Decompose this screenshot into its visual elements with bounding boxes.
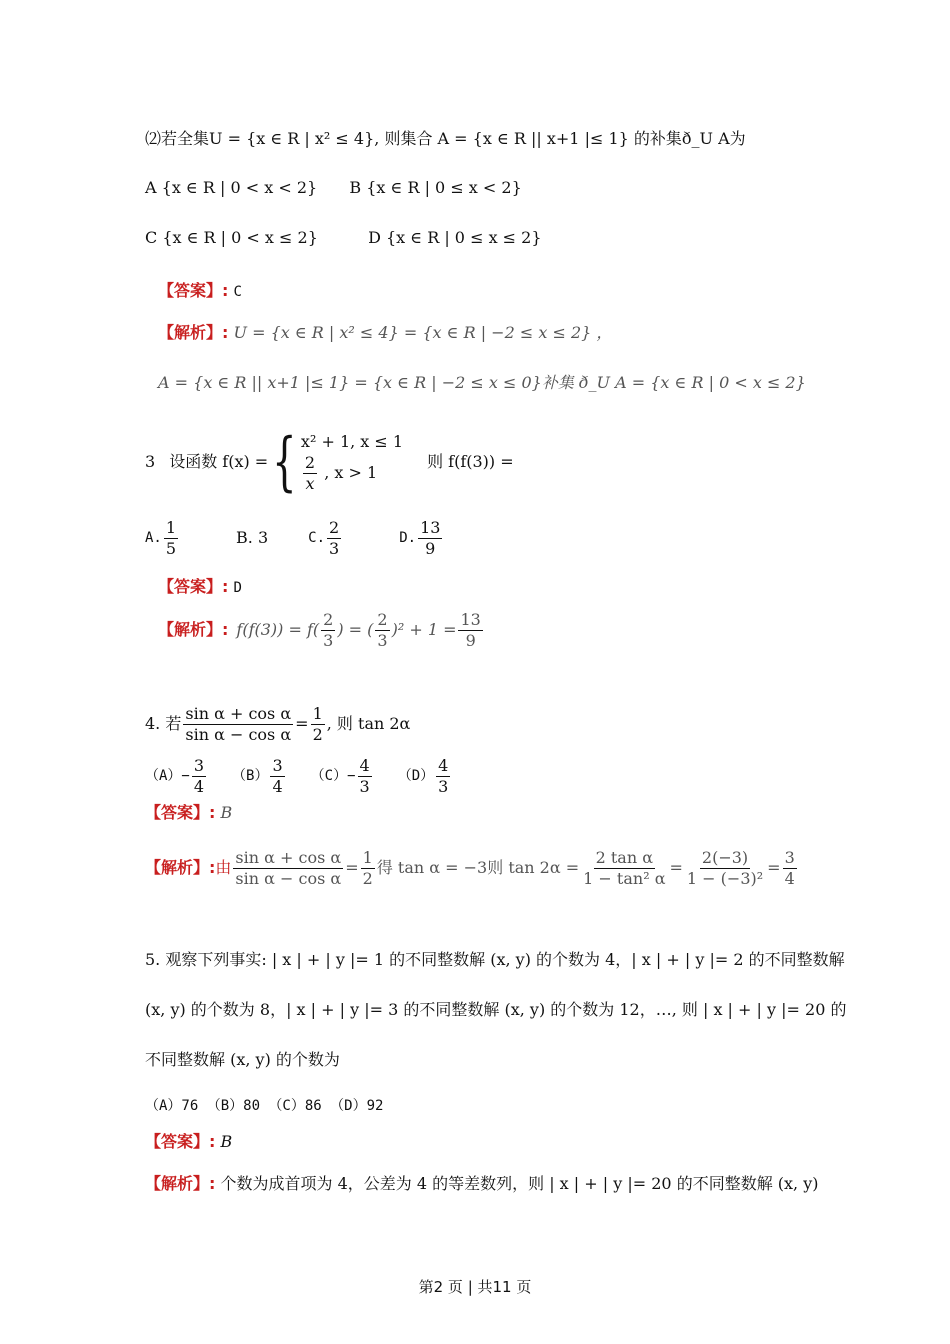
q2-option-b: B {x ∈ R | 0 ≤ x < 2} bbox=[349, 178, 522, 197]
fraction-denominator: 9 bbox=[425, 538, 436, 558]
q2-answer bbox=[158, 280, 242, 303]
brace-symbol: { bbox=[272, 425, 297, 499]
q4-stem bbox=[145, 700, 410, 748]
q3-number: 3 bbox=[145, 452, 156, 471]
fraction-denominator: 3 bbox=[359, 776, 370, 796]
fraction-numerator: 3 bbox=[272, 755, 283, 775]
fraction-numerator: 4 bbox=[438, 755, 449, 775]
q5-options: （A）76 （B）80 （C）86 （D）92 bbox=[145, 1098, 384, 1114]
q5-line-1: 5. 观察下列事实: | x | + | y |= 1 的不同整数解 (x, y) 的个数为 4，| x | + | y |= 2 的不同整数解 bbox=[145, 950, 845, 969]
analysis-part-a: f(f(3)) = f( bbox=[236, 620, 320, 639]
case-2-fraction bbox=[303, 453, 317, 494]
answer-value: C bbox=[233, 284, 242, 300]
fraction-numerator: 1 bbox=[165, 517, 177, 537]
answer-label: 【答案】: bbox=[158, 577, 229, 596]
analysis-label: 【解析】: bbox=[158, 620, 229, 639]
fraction-denominator: 4 bbox=[272, 776, 283, 796]
analysis-fraction-2 bbox=[375, 610, 389, 651]
option-c-fraction bbox=[358, 756, 372, 797]
option-c-label: C. bbox=[308, 530, 326, 546]
fraction-numerator: 3 bbox=[784, 847, 795, 867]
fraction-denominator: 3 bbox=[438, 776, 449, 796]
q5-line-3: 不同整数解 (x, y) 的个数为 bbox=[145, 1050, 340, 1069]
fraction-denominator: sin α − cos α bbox=[235, 868, 342, 888]
q5-line-2: (x, y) 的个数为 8，| x | + | y |= 3 的不同整数解 (x, y) 的个数为 12，…, 则 | x | + | y |= 20 的 bbox=[145, 1000, 847, 1019]
analysis-label: 【解析】: bbox=[145, 858, 216, 877]
answer-label: 【答案】: bbox=[145, 1132, 216, 1151]
fraction-numerator: 3 bbox=[193, 755, 205, 775]
q2-option-d: D {x ∈ R | 0 ≤ x ≤ 2} bbox=[368, 228, 542, 247]
analysis-text: U = {x ∈ R | x² ≤ 4} = {x ∈ R | −2 ≤ x ≤ 2} ， bbox=[233, 323, 613, 342]
q3-answer bbox=[158, 576, 242, 599]
analysis-fraction-2 bbox=[361, 848, 375, 889]
fraction-numerator: 13 bbox=[420, 517, 441, 537]
fraction-denominator: 3 bbox=[329, 538, 340, 558]
equals-sign: = bbox=[345, 858, 359, 877]
option-d-label: D. bbox=[399, 530, 417, 546]
option-d-fraction bbox=[436, 756, 450, 797]
q3-options bbox=[145, 514, 444, 562]
case-2 bbox=[301, 453, 403, 494]
fraction-denominator: 4 bbox=[193, 776, 205, 796]
q4-options bbox=[145, 752, 452, 800]
analysis-middle: 得 tan α = −3则 tan 2α = bbox=[376, 858, 580, 877]
fraction-denominator: x bbox=[305, 473, 315, 493]
q2-analysis bbox=[158, 322, 612, 344]
option-b-label: （B） bbox=[232, 768, 269, 784]
fraction-denominator: 1 − (−3)² bbox=[686, 868, 764, 888]
q4-ask: , 则 tan 2α bbox=[326, 714, 411, 733]
option-c-fraction bbox=[327, 518, 341, 559]
q5-answer bbox=[145, 1131, 232, 1153]
q2-option-a: A {x ∈ R | 0 < x < 2} bbox=[145, 178, 318, 197]
fraction-numerator: 2 tan α bbox=[595, 847, 654, 867]
answer-value: D bbox=[233, 580, 242, 596]
fraction-numerator: 4 bbox=[359, 755, 370, 775]
equals-sign: = bbox=[669, 858, 683, 877]
analysis-part-b: ) = ( bbox=[337, 620, 374, 639]
fraction-denominator: 3 bbox=[323, 630, 334, 650]
analysis-fraction-1 bbox=[233, 848, 343, 889]
option-b-fraction bbox=[270, 756, 284, 797]
fraction-numerator: 2 bbox=[304, 452, 316, 472]
analysis-result bbox=[458, 610, 482, 651]
option-a-label: A. bbox=[145, 530, 162, 546]
q3-ask: 则 f(f(3)) = bbox=[427, 452, 514, 471]
fraction-denominator: 5 bbox=[165, 538, 177, 558]
answer-value: B bbox=[220, 803, 233, 822]
page-footer: 第2 页 | 共11 页 bbox=[418, 1278, 532, 1296]
fraction-denominator: 2 bbox=[362, 868, 373, 888]
analysis-label: 【解析】: bbox=[158, 323, 229, 342]
option-d-fraction bbox=[418, 518, 442, 559]
answer-value: B bbox=[220, 1132, 233, 1151]
q4-half-fraction bbox=[311, 704, 325, 745]
answer-label: 【答案】: bbox=[158, 281, 229, 300]
analysis-fraction-4 bbox=[685, 848, 765, 889]
fraction-numerator: 2 bbox=[377, 609, 388, 629]
q4-analysis bbox=[145, 842, 799, 894]
option-a-fraction bbox=[164, 518, 178, 559]
equals-sign: = bbox=[295, 714, 309, 733]
case-1: x² + 1, x ≤ 1 bbox=[300, 431, 404, 451]
analysis-fraction-5 bbox=[783, 848, 797, 889]
fraction-numerator: 1 bbox=[362, 847, 373, 867]
q2-stem: ⑵若全集U = {x ∈ R | x² ≤ 4}, 则集合 A = {x ∈ R || x+1 |≤ 1} 的补集ð_U A为 bbox=[145, 129, 746, 148]
analysis-text: 个数为成首项为 4，公差为 4 的等差数列，则 | x | + | y |= 20 的不同整数解 (x, y) bbox=[220, 1174, 819, 1193]
answer-label: 【答案】: bbox=[145, 803, 216, 822]
case-2-condition: , x > 1 bbox=[324, 462, 378, 482]
analysis-you: 由 bbox=[215, 858, 232, 877]
q2-option-c: C {x ∈ R | 0 < x ≤ 2} bbox=[145, 228, 318, 247]
analysis-fraction-3 bbox=[581, 848, 667, 889]
analysis-fraction-1 bbox=[321, 610, 335, 651]
q3-stem bbox=[145, 420, 514, 504]
fraction-denominator: 2 bbox=[312, 724, 323, 744]
option-a-fraction bbox=[192, 756, 206, 797]
q4-main-fraction bbox=[183, 704, 293, 745]
fraction-numerator: 13 bbox=[460, 609, 481, 629]
piecewise-cases bbox=[301, 431, 403, 494]
option-b: B. 3 bbox=[236, 528, 269, 547]
option-d-label: （D） bbox=[397, 768, 435, 784]
option-c-label: （C）− bbox=[310, 768, 356, 784]
q5-analysis bbox=[145, 1173, 819, 1195]
option-a-label: （A）− bbox=[145, 768, 190, 784]
fraction-numerator: 2(−3) bbox=[701, 847, 749, 867]
q2-options-cd bbox=[145, 227, 542, 249]
analysis-part-c: )² + 1 = bbox=[391, 620, 457, 639]
fraction-numerator: 1 bbox=[312, 703, 323, 723]
analysis-label: 【解析】: bbox=[145, 1174, 216, 1193]
q2-options-ab bbox=[145, 177, 522, 199]
fraction-denominator: 9 bbox=[465, 630, 476, 650]
fraction-denominator: 1 − tan² α bbox=[583, 868, 666, 888]
equals-sign: = bbox=[767, 858, 781, 877]
fraction-numerator: 2 bbox=[329, 517, 340, 537]
fraction-numerator: sin α + cos α bbox=[235, 847, 342, 867]
q2-analysis-line2: A = {x ∈ R || x+1 |≤ 1} = {x ∈ R | −2 ≤ x ≤ 0}补集 ð_U A = {x ∈ R | 0 < x ≤ 2} bbox=[158, 373, 806, 392]
fraction-denominator: sin α − cos α bbox=[185, 724, 292, 744]
fraction-numerator: 2 bbox=[323, 609, 334, 629]
q4-answer bbox=[145, 802, 232, 824]
fraction-denominator: 4 bbox=[784, 868, 795, 888]
q3-analysis bbox=[158, 606, 485, 654]
q4-lead: 4. 若 bbox=[145, 714, 182, 733]
q3-lead: 设函数 f(x) = bbox=[169, 452, 269, 471]
fraction-numerator: sin α + cos α bbox=[185, 703, 292, 723]
fraction-denominator: 3 bbox=[377, 630, 388, 650]
